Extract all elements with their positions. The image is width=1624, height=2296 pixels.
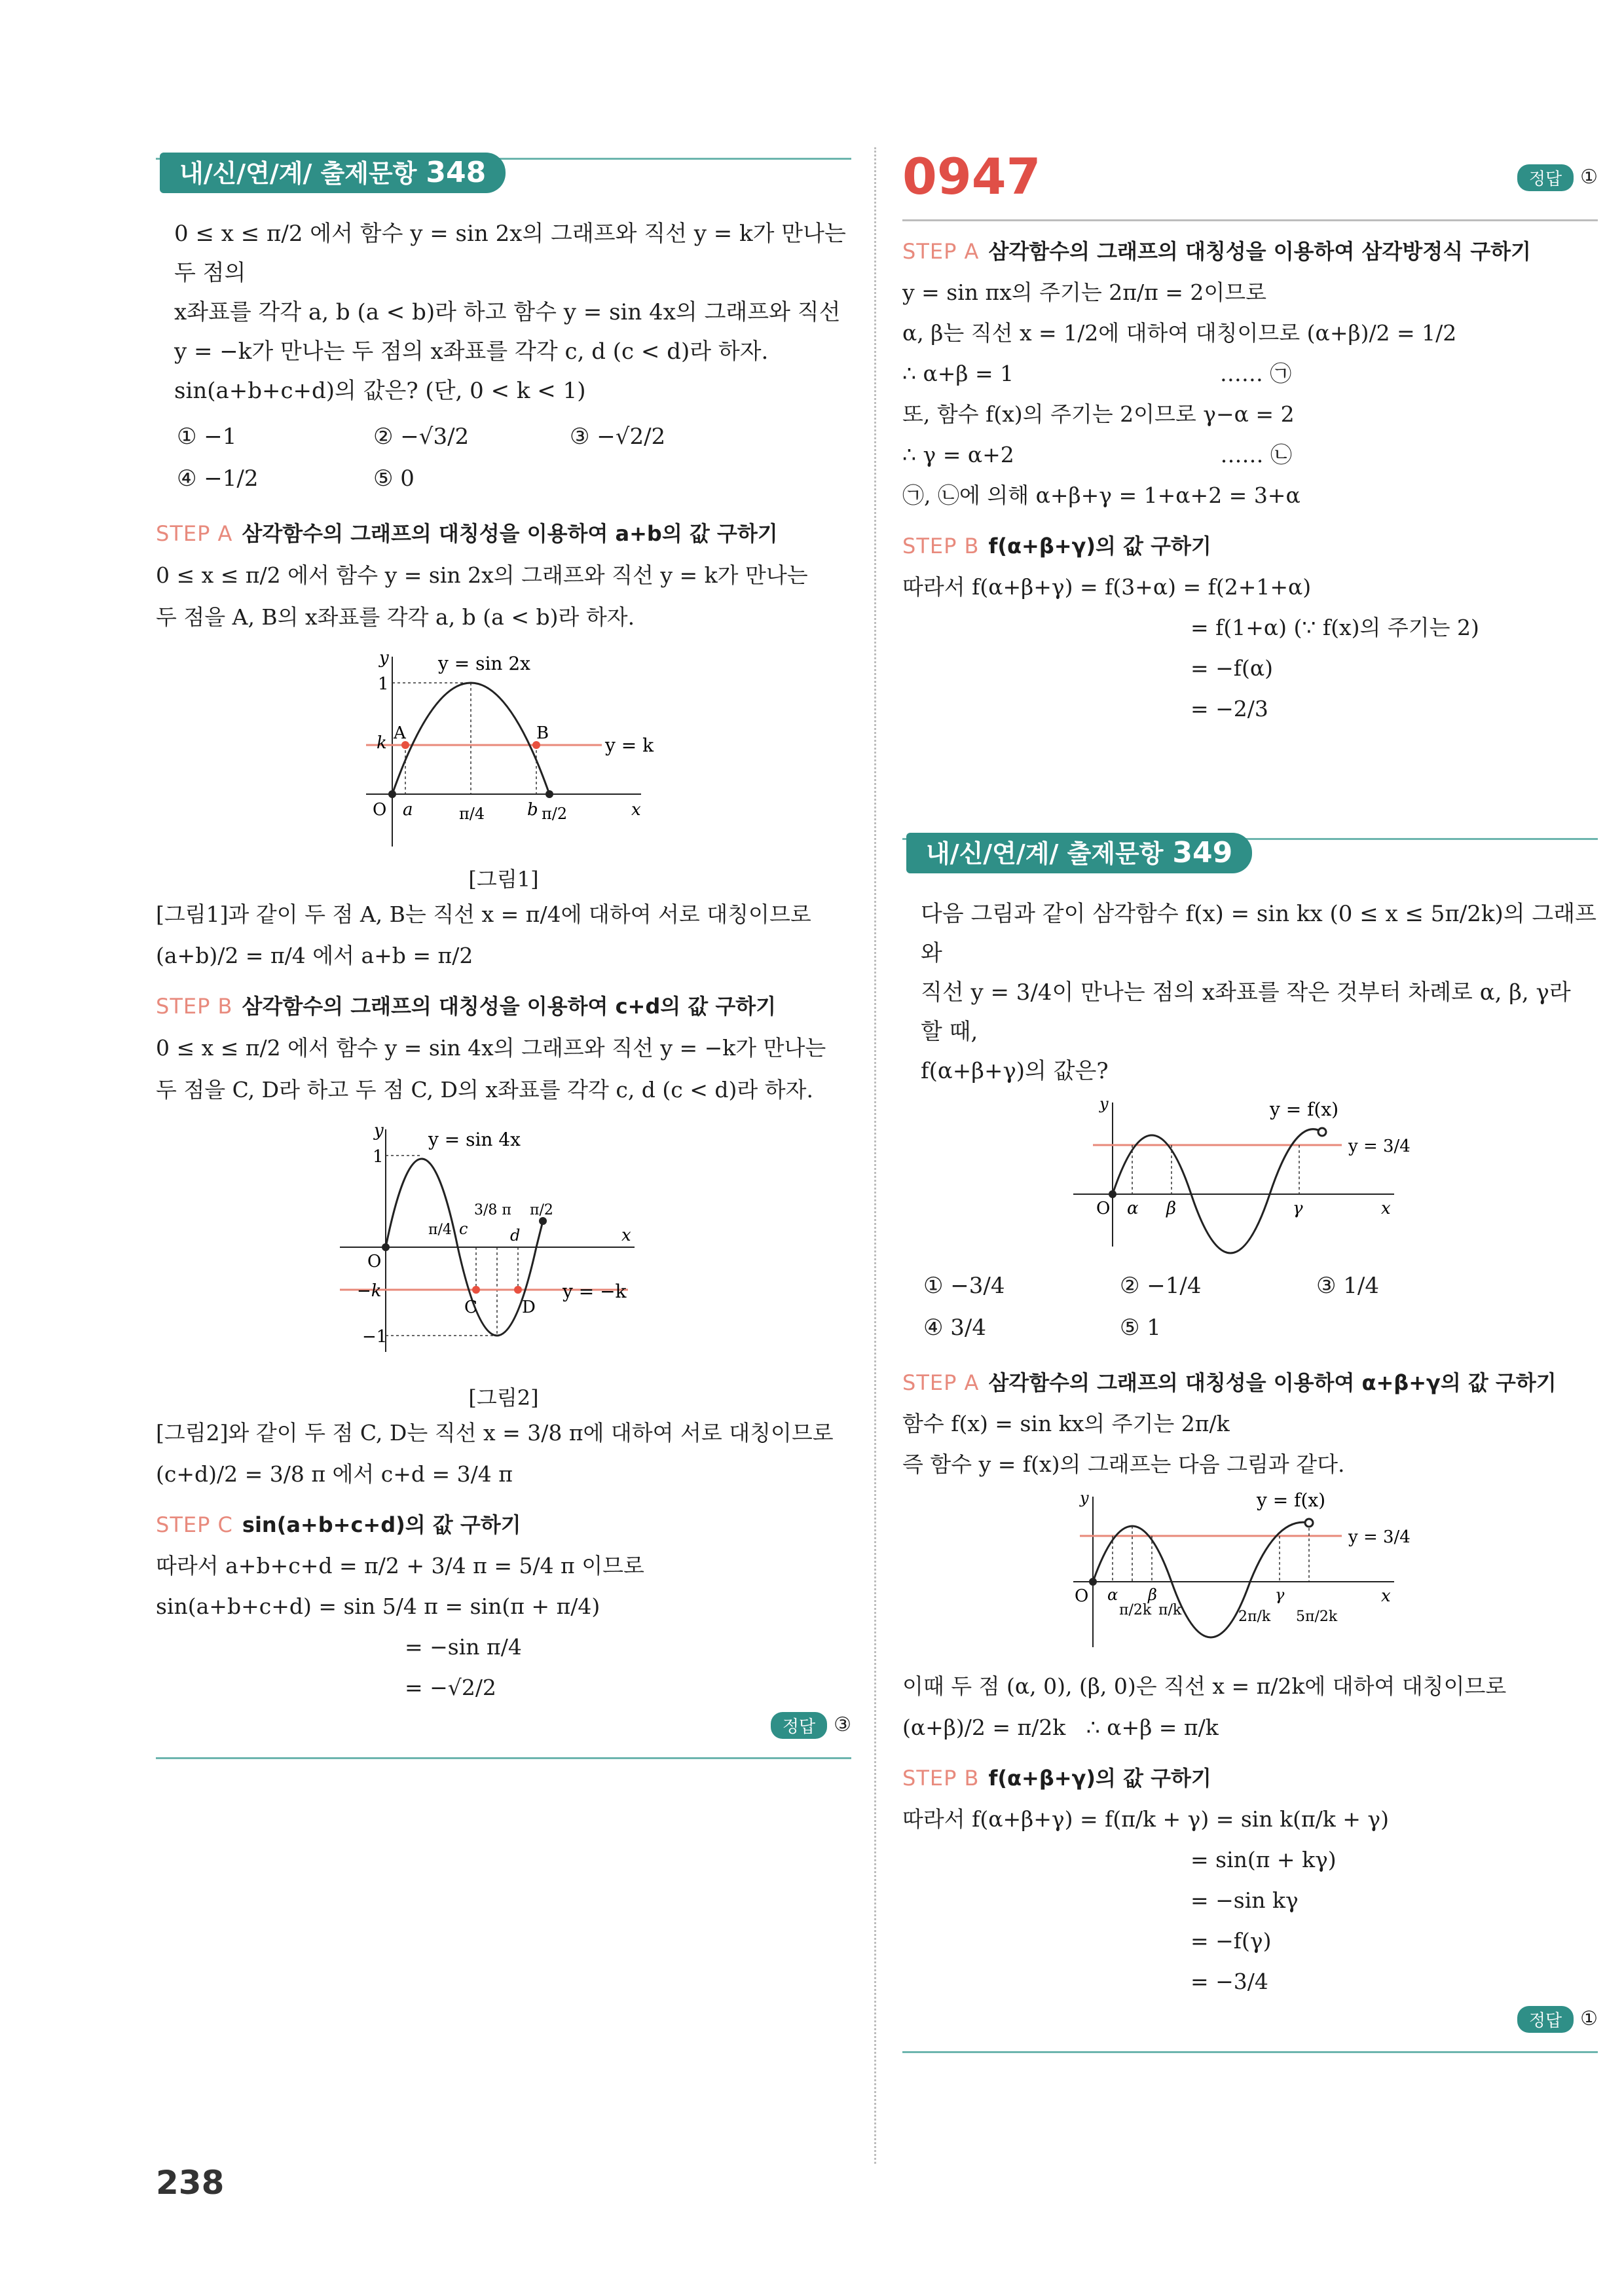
- origin-label: O: [367, 1252, 382, 1271]
- tick-pi-over-2: π/2: [530, 1202, 553, 1218]
- question-line: y = −k가 만나는 두 점의 x좌표를 각각 c, d (c < d)라 하자.: [174, 338, 769, 365]
- banner-label: 내/신/연/계/ 출제문항: [926, 839, 1164, 868]
- tick-neg-k: −k: [357, 1281, 382, 1301]
- step-b-line: = −2/3: [1190, 696, 1268, 721]
- step-label: STEP B: [156, 994, 233, 1019]
- choice[interactable]: ④ 3/4: [923, 1315, 987, 1341]
- point-a-label: A: [394, 723, 406, 743]
- answer-349: [902, 2006, 1598, 2033]
- origin-label: O: [373, 800, 387, 820]
- tick-two-pi-k: 2π/k: [1238, 1609, 1271, 1625]
- y-axis-label: y: [1099, 1096, 1109, 1113]
- step-label: STEP B: [902, 534, 980, 558]
- step-c-heading: [156, 1504, 851, 1546]
- tick-c: c: [459, 1220, 468, 1238]
- choice[interactable]: ④ −1/2: [177, 465, 259, 492]
- step-b2-line: = −f(γ): [1190, 1928, 1272, 1954]
- step-a-line: ∴ γ = α+2 …… ㉡: [902, 442, 1292, 467]
- banner-tag: [160, 153, 506, 193]
- step-title: f(α+β+γ)의 값 구하기: [988, 534, 1211, 558]
- tick-three-eighths-pi: 3/8 π: [474, 1202, 511, 1218]
- step-c-line: = −√2/2: [405, 1675, 496, 1700]
- question-line: 다음 그림과 같이 삼각함수 f(x) = sin kx (0 ≤ x ≤ 5π/2k)의 그래프와: [921, 901, 1596, 966]
- right-column: [902, 147, 1598, 2053]
- question-line: 직선 y = 3/4이 만나는 점의 x좌표를 작은 것부터 차례로 α, β, γ라 할 때,: [921, 979, 1571, 1045]
- step-b2-line: = sin(π + kγ): [1190, 1847, 1337, 1872]
- step-a2-heading: [902, 1362, 1598, 1404]
- endpoint: [1318, 1128, 1326, 1136]
- explanation-line: [그림1]과 같이 두 점 A, B는 직선 x = π/4에 대하여 서로 대칭이므로: [156, 902, 811, 927]
- figure-1-graph: [353, 644, 654, 860]
- tick-k: k: [377, 733, 387, 753]
- figure-2: [333, 1116, 674, 1378]
- figure-4: [1067, 1490, 1433, 1660]
- step-a-text: 0 ≤ x ≤ π/2 에서 함수 y = sin 2x의 그래프와 직선 y = k가 만나는: [156, 562, 808, 588]
- x-axis-label: x: [1381, 1199, 1391, 1218]
- figure-3-graph: [1067, 1096, 1433, 1260]
- step-label: STEP C: [156, 1512, 233, 1537]
- figure-1: [353, 644, 654, 860]
- step-b-text: 두 점을 C, D라 하고 두 점 C, D의 x좌표를 각각 c, d (c < d)라 하자.: [156, 1077, 814, 1102]
- tick-pi-over-4: π/4: [459, 805, 485, 823]
- solution-header: [902, 147, 1598, 221]
- x-axis-label: x: [1381, 1586, 1391, 1606]
- tick-pi-over-2: π/2: [542, 805, 568, 823]
- question-line: sin(a+b+c+d)의 값은? (단, 0 < k < 1): [174, 378, 586, 404]
- top-answer: [1517, 164, 1598, 191]
- step-a-text: 두 점을 A, B의 x좌표를 각각 a, b (a < b)라 하자.: [156, 604, 635, 630]
- step-c-line: 따라서 a+b+c+d = π/2 + 3/4 π = 5/4 π 이므로: [156, 1553, 644, 1578]
- tick-d: d: [510, 1226, 521, 1245]
- equation-line: (c+d)/2 = 3/8 π 에서 c+d = 3/4 π: [156, 1461, 513, 1487]
- step-b-line: 따라서 f(α+β+γ) = f(3+α) = f(2+1+α): [902, 574, 1312, 600]
- step-label: STEP B: [902, 1766, 980, 1791]
- step-title: sin(a+b+c+d)의 값 구하기: [242, 1512, 521, 1537]
- answer-pill: 정답: [771, 1712, 827, 1739]
- tick-neg-one: −1: [362, 1327, 388, 1347]
- step-b-heading: [902, 525, 1598, 567]
- choice[interactable]: ② −√3/2: [373, 424, 470, 450]
- explanation-line: [그림2]와 같이 두 점 C, D는 직선 x = 3/8 π에 대하여 서로 대칭이므로: [156, 1420, 834, 1446]
- step-a2-line: 함수 f(x) = sin kx의 주기는 2π/k: [902, 1411, 1230, 1436]
- choice[interactable]: ② −1/4: [1120, 1273, 1202, 1299]
- banner-number: 349: [1172, 836, 1233, 869]
- figure-3: [1067, 1096, 1433, 1260]
- question-line: x좌표를 각각 a, b (a < b)라 하고 함수 y = sin 4x의 그래프와 직선: [174, 299, 841, 325]
- equation-line: (a+b)/2 = π/4 에서 a+b = π/2: [156, 943, 473, 968]
- banner-label: 내/신/연/계/ 출제문항: [179, 159, 417, 188]
- answer-value: ①: [1580, 2007, 1598, 2030]
- tick-beta: β: [1166, 1199, 1177, 1218]
- step-label: STEP A: [156, 521, 233, 546]
- answer-value: ①: [1580, 166, 1598, 189]
- origin-label: O: [1096, 1199, 1111, 1218]
- x-axis-label: x: [621, 1226, 631, 1245]
- curve-label: y = sin 4x: [428, 1129, 521, 1150]
- problem-banner-348: [156, 147, 851, 198]
- step-b2-line: = −sin kγ: [1190, 1887, 1299, 1913]
- question-349: [902, 894, 1598, 1091]
- column-divider: [874, 147, 876, 2164]
- sine-curve: [1093, 1522, 1309, 1637]
- tick-b: b: [527, 800, 538, 820]
- step-a-heading: [902, 230, 1598, 272]
- choices-348: [156, 416, 851, 500]
- section-rule: [156, 1757, 851, 1759]
- step-title: 삼각함수의 그래프의 대칭성을 이용하여 α+β+γ의 값 구하기: [988, 1370, 1557, 1395]
- tick-alpha: α: [1127, 1199, 1139, 1218]
- step-a-line: α, β는 직선 x = 1/2에 대하여 대칭이므로 (α+β)/2 = 1/2: [902, 320, 1457, 346]
- step-b-heading: [156, 985, 851, 1027]
- point-d: [514, 1286, 522, 1294]
- step-label: STEP A: [902, 1370, 980, 1395]
- step-b2-line: 따라서 f(α+β+γ) = f(π/k + γ) = sin k(π/k + γ): [902, 1806, 1389, 1832]
- endpoint: [382, 1243, 390, 1251]
- figure-4-graph: [1067, 1490, 1433, 1660]
- point-c-label: C: [464, 1298, 477, 1317]
- step-a-line: y = sin πx의 주기는 2π/π = 2이므로: [902, 280, 1267, 305]
- step-a-heading: [156, 513, 851, 555]
- tick-a: a: [403, 800, 413, 820]
- endpoint: [388, 790, 396, 798]
- tick-one: 1: [373, 1147, 384, 1167]
- problem-banner-349: [902, 828, 1598, 879]
- tick-beta: β: [1148, 1586, 1157, 1604]
- question-348: [156, 214, 851, 410]
- step-b2-line: = −3/4: [1190, 1969, 1268, 1994]
- tick-pi-over-4: π/4: [428, 1222, 452, 1238]
- y-axis-label: y: [1080, 1490, 1089, 1507]
- figure-2-caption: [그림2]: [468, 1385, 539, 1410]
- tick-one: 1: [378, 674, 389, 694]
- step-a-line: ㉠, ㉡에 의해 α+β+γ = 1+α+2 = 3+α: [902, 483, 1301, 508]
- y-axis-label: y: [379, 648, 389, 668]
- step-b-line: = −f(α): [1190, 655, 1274, 681]
- choice[interactable]: ③ 1/4: [1316, 1273, 1380, 1299]
- step-c-line: sin(a+b+c+d) = sin 5/4 π = sin(π + π/4): [156, 1594, 600, 1619]
- page-number: 238: [156, 2164, 225, 2202]
- step-title: f(α+β+γ)의 값 구하기: [988, 1766, 1211, 1791]
- step-a-line: 또, 함수 f(x)의 주기는 2이므로 γ−α = 2: [902, 401, 1295, 427]
- endpoint: [1305, 1519, 1313, 1527]
- banner-tag: [906, 833, 1252, 873]
- question-line: f(α+β+γ)의 값은?: [921, 1058, 1109, 1084]
- endpoint: [1109, 1190, 1116, 1198]
- line-label: y = k: [605, 735, 654, 756]
- tick-five-pi-2k: 5π/2k: [1296, 1609, 1338, 1625]
- left-column: [156, 147, 851, 1759]
- answer-pill: 정답: [1517, 2006, 1574, 2033]
- step-title: 삼각함수의 그래프의 대칭성을 이용하여 삼각방정식 구하기: [988, 239, 1531, 264]
- point-b-label: B: [536, 723, 549, 743]
- answer-pill: 정답: [1517, 164, 1574, 191]
- tick-pi-k: π/k: [1158, 1602, 1182, 1618]
- tick-alpha: α: [1107, 1586, 1118, 1604]
- line-label: y = 3/4: [1348, 1527, 1411, 1547]
- tick-gamma: γ: [1275, 1586, 1285, 1604]
- answer-value: ③: [834, 1713, 851, 1736]
- choices-349: [902, 1265, 1598, 1349]
- tick-gamma: γ: [1293, 1199, 1303, 1218]
- line-label: y = −k: [563, 1281, 627, 1302]
- choice[interactable]: ① −1: [177, 424, 237, 450]
- step-label: STEP A: [902, 239, 980, 264]
- curve-label: y = f(x): [1257, 1490, 1326, 1511]
- point-c: [472, 1286, 480, 1294]
- explanation-line: 이때 두 점 (α, 0), (β, 0)은 직선 x = π/2k에 대하여 대칭이므로: [902, 1673, 1507, 1699]
- curve-label: y = sin 2x: [438, 653, 530, 674]
- answer-348: [156, 1712, 851, 1739]
- point-d-label: D: [522, 1298, 536, 1317]
- endpoint: [1089, 1578, 1097, 1586]
- figure-2-graph: [333, 1116, 674, 1378]
- section-rule: [902, 2051, 1598, 2053]
- line-label: y = 3/4: [1348, 1137, 1411, 1156]
- choice[interactable]: ⑤ 0: [373, 465, 415, 492]
- problem-number: 0947: [902, 147, 1041, 206]
- step-title: 삼각함수의 그래프의 대칭성을 이용하여 c+d의 값 구하기: [242, 994, 777, 1019]
- banner-number: 348: [426, 156, 487, 189]
- equation-line: (α+β)/2 = π/2k ∴ α+β = π/k: [902, 1715, 1219, 1740]
- y-axis-label: y: [374, 1121, 384, 1140]
- origin-label: O: [1075, 1586, 1089, 1606]
- step-a-line: ∴ α+β = 1 …… ㉠: [902, 361, 1292, 386]
- step-b-text: 0 ≤ x ≤ π/2 에서 함수 y = sin 4x의 그래프와 직선 y = −k가 만나는: [156, 1035, 826, 1061]
- sine-curve: [1113, 1129, 1322, 1253]
- step-c-line: = −sin π/4: [405, 1634, 522, 1660]
- choice[interactable]: ③ −√2/2: [570, 424, 666, 450]
- choice[interactable]: ⑤ 1: [1120, 1315, 1161, 1341]
- step-b-line: = f(1+α) (∵ f(x)의 주기는 2): [1190, 615, 1479, 640]
- endpoint: [545, 790, 553, 798]
- question-line: 0 ≤ x ≤ π/2 에서 함수 y = sin 2x의 그래프와 직선 y = k가 만나는 두 점의: [174, 221, 846, 286]
- choice[interactable]: ① −3/4: [923, 1273, 1005, 1299]
- tick-pi-2k: π/2k: [1119, 1602, 1152, 1618]
- step-title: 삼각함수의 그래프의 대칭성을 이용하여 a+b의 값 구하기: [242, 521, 778, 546]
- figure-1-caption: [그림1]: [468, 867, 539, 892]
- x-axis-label: x: [631, 800, 641, 820]
- step-a2-line: 즉 함수 y = f(x)의 그래프는 다음 그림과 같다.: [902, 1451, 1345, 1477]
- step-b2-heading: [902, 1757, 1598, 1799]
- curve-label: y = f(x): [1270, 1099, 1339, 1120]
